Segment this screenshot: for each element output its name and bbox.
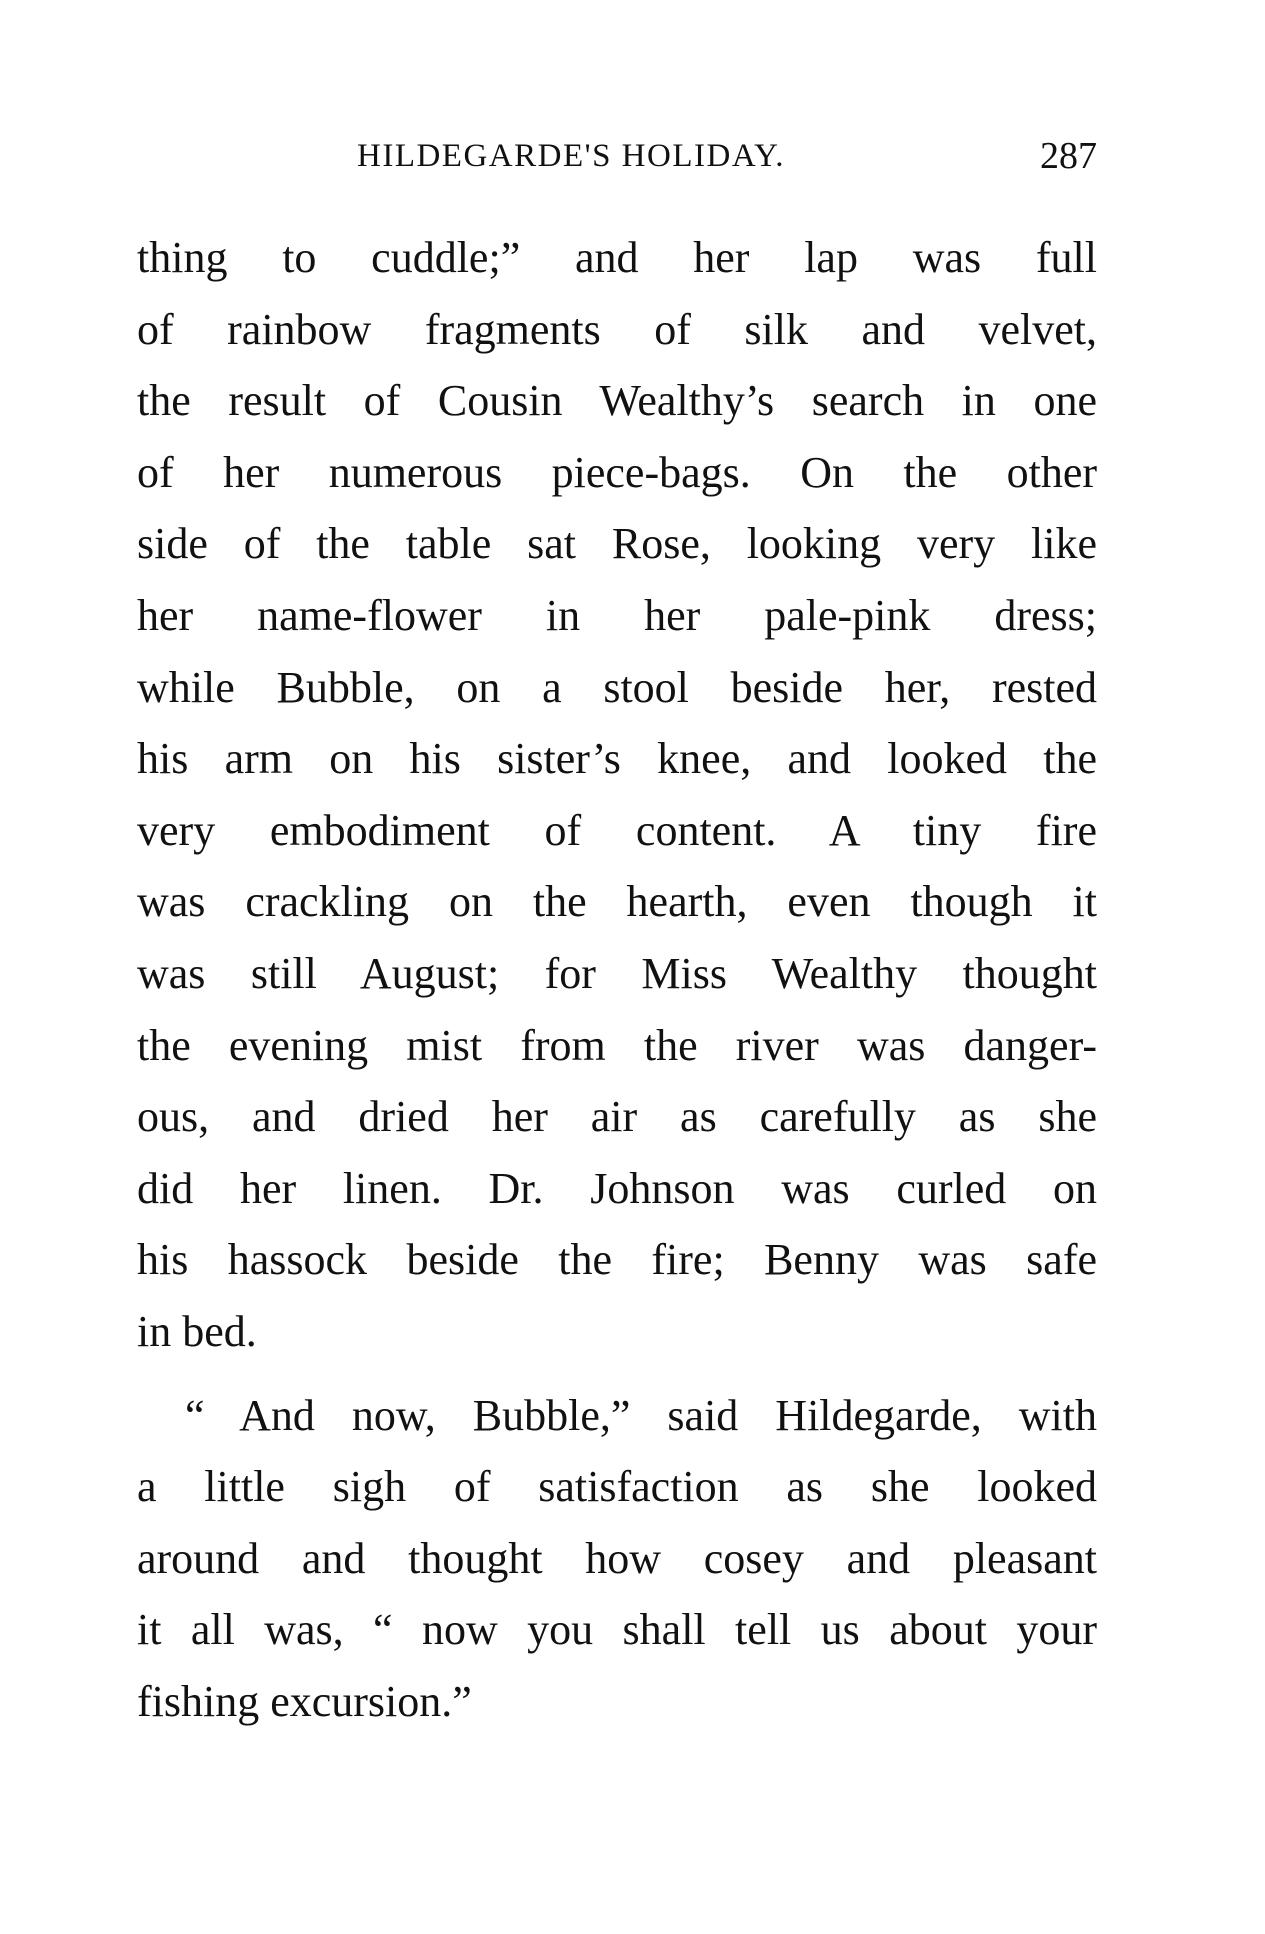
text-line: ous, and dried her air as carefully as she <box>137 1092 1097 1142</box>
text-line: fishing excursion.” <box>137 1676 472 1726</box>
text-line: his arm on his sister’s knee, and looked the <box>137 734 1097 784</box>
text-line: very embodiment of content. A tiny fire <box>137 805 1097 855</box>
running-title: HILDEGARDE'S HOLIDAY. <box>357 138 785 174</box>
body-text <box>137 222 1097 1737</box>
text-line: his hassock beside the fire; Benny was safe <box>137 1235 1097 1285</box>
text-line: of her numerous piece-bags. On the other <box>137 447 1097 497</box>
paragraph <box>137 222 1097 1368</box>
text-line: side of the table sat Rose, looking very like <box>137 519 1097 569</box>
text-line: the evening mist from the river was danger- <box>137 1020 1097 1070</box>
text-line: her name-flower in her pale-pink dress; <box>137 590 1097 640</box>
paragraph <box>137 1380 1097 1738</box>
text-line: the result of Cousin Wealthy’s search in one <box>137 376 1097 426</box>
text-line: “ And now, Bubble,” said Hildegarde, with <box>185 1390 1097 1440</box>
text-line: of rainbow fragments of silk and velvet, <box>137 304 1097 354</box>
text-line: a little sigh of satisfaction as she looked <box>137 1462 1097 1512</box>
text-line: thing to cuddle;” and her lap was full <box>137 233 1097 282</box>
running-head <box>137 135 1097 188</box>
paragraph-gap <box>137 1368 1097 1380</box>
text-line: while Bubble, on a stool beside her, rested <box>137 662 1097 712</box>
text-line: did her linen. Dr. Johnson was curled on <box>137 1163 1097 1213</box>
page-number: 287 <box>1040 135 1097 177</box>
text-line: in bed. <box>137 1306 257 1356</box>
text-line: was still August; for Miss Wealthy thought <box>137 948 1097 998</box>
text-line: was crackling on the hearth, even though it <box>137 877 1097 927</box>
text-line: it all was, “ now you shall tell us about your <box>137 1605 1097 1655</box>
text-line: around and thought how cosey and pleasant <box>137 1533 1097 1583</box>
